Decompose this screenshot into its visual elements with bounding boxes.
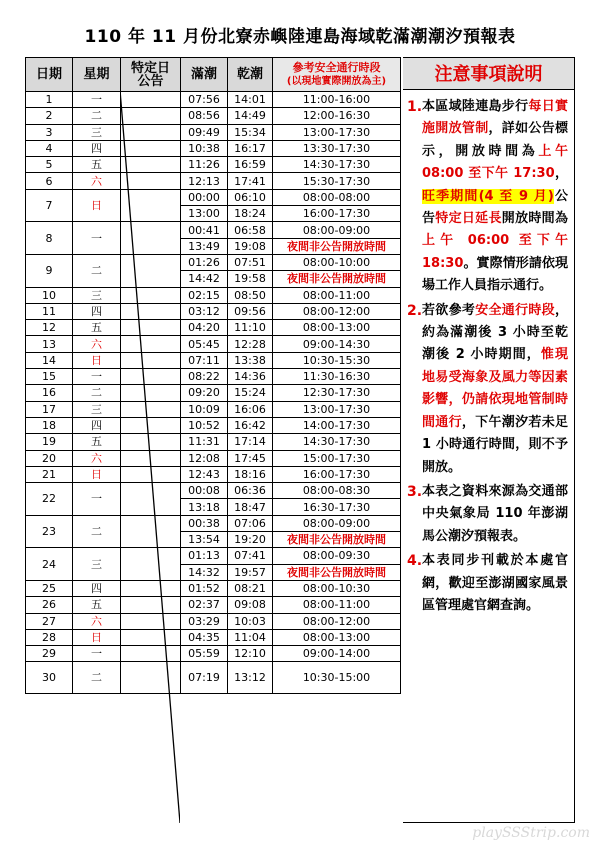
safe-window-cell: 08:00-11:00 [273,597,401,613]
safe-window-cell: 12:30-17:30 [273,385,401,401]
special-date-cell [121,222,181,255]
date-cell: 13 [26,336,73,352]
high-tide-cell: 12:13 [181,173,228,189]
safe-window-cell: 11:00-16:00 [273,92,401,108]
date-cell: 6 [26,173,73,189]
low-tide-cell: 06:58 [228,222,273,238]
high-tide-cell: 05:45 [181,336,228,352]
notice-number: 2. [407,302,423,319]
weekday-cell: 六 [73,613,121,629]
table-row [26,287,401,303]
low-tide-cell: 08:50 [228,287,273,303]
high-tide-cell: 01:52 [181,580,228,596]
low-tide-cell: 16:06 [228,401,273,417]
header-date: 日期 [26,58,73,92]
header-weekday: 星期 [73,58,121,92]
low-tide-cell: 11:10 [228,320,273,336]
weekday-cell: 三 [73,287,121,303]
high-tide-cell: 00:41 [181,222,228,238]
header-high-tide: 滿潮 [181,58,228,92]
safe-window-cell: 12:00-16:30 [273,108,401,124]
low-tide-cell: 16:42 [228,417,273,433]
high-tide-cell: 07:19 [181,662,228,694]
date-cell: 5 [26,157,73,173]
date-cell: 4 [26,140,73,156]
special-date-cell [121,629,181,645]
safe-window-cell: 08:00-10:30 [273,580,401,596]
low-tide-cell: 19:08 [228,238,273,254]
date-cell: 22 [26,483,73,516]
notice-item-3: 3. 本表之資料來源為交通部中央氣象局 110 年澎湖馬公潮汐預報表。 [407,481,568,548]
safe-window-cell: 夜間非公告開放時間 [273,564,401,580]
high-tide-cell: 07:56 [181,92,228,108]
table-row [26,108,401,124]
date-cell: 3 [26,124,73,140]
special-date-cell [121,173,181,189]
table-row [26,369,401,385]
special-date-cell [121,157,181,173]
safe-window-cell: 16:30-17:30 [273,499,401,515]
special-date-cell [121,303,181,319]
weekday-cell: 三 [73,548,121,581]
table-row [26,483,401,499]
special-date-cell [121,92,181,108]
weekday-cell: 二 [73,108,121,124]
special-date-cell [121,336,181,352]
special-date-cell [121,254,181,287]
special-date-cell [121,352,181,368]
high-tide-cell: 09:49 [181,124,228,140]
page-title: 110 年 11 月份北寮赤嶼陸連島海域乾滿潮潮汐預報表 [84,27,516,47]
tide-table-body [26,92,401,694]
notice-item-1: 1. 本區域陸連島步行每日實施開放管制，詳如公告標示，開放時間為上午 08:00 至下午 17:30，旺季期間(4 至 9 月)公告特定日延長開放時間為上午 06:00 至下午 18:30。實際情形請依現場工作人員指示通行。 [407,96,568,298]
low-tide-cell: 19:20 [228,532,273,548]
safe-window-cell: 13:00-17:30 [273,124,401,140]
table-row [26,303,401,319]
notice-item-2: 2. 若欲參考安全通行時段，約為滿潮後 3 小時至乾潮後 2 小時期間，惟現地易受海象及風力等因素影響，仍請依現地管制時間通行，下午潮汐若未足 1 小時通行時間，則不予開放。 [407,300,568,479]
low-tide-cell: 07:51 [228,254,273,270]
weekday-cell: 四 [73,140,121,156]
safe-window-cell: 16:00-17:30 [273,206,401,222]
weekday-cell: 五 [73,434,121,450]
notice-number: 3. [407,483,423,500]
special-date-cell [121,401,181,417]
safe-window-cell: 14:30-17:30 [273,434,401,450]
table-row [26,320,401,336]
weekday-cell: 三 [73,401,121,417]
date-cell: 16 [26,385,73,401]
weekday-cell: 三 [73,124,121,140]
special-date-cell [121,369,181,385]
safe-window-cell: 14:30-17:30 [273,157,401,173]
safe-window-cell: 08:00-09:30 [273,548,401,564]
weekday-cell: 四 [73,417,121,433]
low-tide-cell: 14:49 [228,108,273,124]
notice-item-4: 4. 本表同步刊載於本處官網，歡迎至澎湖國家風景區管理處官網查詢。 [407,550,568,617]
table-row [26,140,401,156]
low-tide-cell: 14:01 [228,92,273,108]
date-cell: 28 [26,629,73,645]
safe-window-cell: 09:00-14:30 [273,336,401,352]
low-tide-cell: 17:41 [228,173,273,189]
special-date-cell [121,613,181,629]
low-tide-cell: 18:47 [228,499,273,515]
special-date-cell [121,662,181,694]
weekday-cell: 一 [73,646,121,662]
low-tide-cell: 13:38 [228,352,273,368]
safe-window-cell: 14:00-17:30 [273,417,401,433]
safe-window-cell: 15:00-17:30 [273,450,401,466]
table-row [26,597,401,613]
high-tide-cell: 09:20 [181,385,228,401]
low-tide-cell: 18:16 [228,466,273,482]
safe-window-cell: 15:30-17:30 [273,173,401,189]
weekday-cell: 五 [73,320,121,336]
date-cell: 30 [26,662,73,694]
weekday-cell: 四 [73,580,121,596]
low-tide-cell: 06:36 [228,483,273,499]
date-cell: 25 [26,580,73,596]
low-tide-cell: 14:36 [228,369,273,385]
date-cell: 18 [26,417,73,433]
watermark: playSSStrip.com [472,825,590,841]
high-tide-cell: 01:13 [181,548,228,564]
safe-window-cell: 08:00-08:30 [273,483,401,499]
table-row [26,450,401,466]
high-tide-cell: 08:56 [181,108,228,124]
high-tide-cell: 14:32 [181,564,228,580]
special-date-cell [121,108,181,124]
table-row [26,336,401,352]
date-cell: 8 [26,222,73,255]
special-date-cell [121,548,181,581]
weekday-cell: 二 [73,385,121,401]
notice-number: 4. [407,553,423,570]
table-row [26,385,401,401]
high-tide-cell: 10:52 [181,417,228,433]
notice-panel [403,90,575,823]
special-date-cell [121,287,181,303]
date-cell: 12 [26,320,73,336]
weekday-cell: 一 [73,483,121,516]
high-tide-cell: 00:38 [181,515,228,531]
low-tide-cell: 16:17 [228,140,273,156]
high-tide-cell: 05:59 [181,646,228,662]
high-tide-cell: 13:00 [181,206,228,222]
notice-number: 1. [407,99,423,115]
weekday-cell: 六 [73,450,121,466]
date-cell: 11 [26,303,73,319]
safe-window-cell: 08:00-09:00 [273,222,401,238]
date-cell: 17 [26,401,73,417]
date-cell: 14 [26,352,73,368]
table-row [26,157,401,173]
low-tide-cell: 17:14 [228,434,273,450]
special-date-cell [121,450,181,466]
low-tide-cell: 16:59 [228,157,273,173]
safe-window-cell: 08:00-12:00 [273,303,401,319]
table-row [26,629,401,645]
high-tide-cell: 00:00 [181,189,228,205]
table-row [26,515,401,531]
table-row [26,92,401,108]
date-cell: 27 [26,613,73,629]
special-date-cell [121,140,181,156]
table-row [26,548,401,564]
special-date-cell [121,466,181,482]
date-cell: 9 [26,254,73,287]
header-special-date: 特定日 公告 [121,58,181,92]
table-row [26,222,401,238]
safe-window-cell: 夜間非公告開放時間 [273,271,401,287]
weekday-cell: 六 [73,336,121,352]
special-date-cell [121,320,181,336]
date-cell: 23 [26,515,73,548]
weekday-cell: 日 [73,352,121,368]
low-tide-cell: 15:34 [228,124,273,140]
date-cell: 1 [26,92,73,108]
low-tide-cell: 07:06 [228,515,273,531]
weekday-cell: 日 [73,629,121,645]
high-tide-cell: 03:12 [181,303,228,319]
date-cell: 15 [26,369,73,385]
table-row [26,189,401,205]
table-row [26,352,401,368]
date-cell: 2 [26,108,73,124]
low-tide-cell: 13:12 [228,662,273,694]
table-row [26,646,401,662]
table-row [26,580,401,596]
table-row [26,417,401,433]
special-date-cell [121,385,181,401]
low-tide-cell: 10:03 [228,613,273,629]
table-row [26,434,401,450]
safe-window-cell: 13:00-17:30 [273,401,401,417]
safe-window-cell: 08:00-12:00 [273,613,401,629]
special-date-cell [121,417,181,433]
date-cell: 24 [26,548,73,581]
high-tide-cell: 10:38 [181,140,228,156]
weekday-cell: 五 [73,597,121,613]
weekday-cell: 二 [73,515,121,548]
safe-window-cell: 08:00-11:00 [273,287,401,303]
high-tide-cell: 13:54 [181,532,228,548]
weekday-cell: 五 [73,157,121,173]
high-tide-cell: 13:49 [181,238,228,254]
low-tide-cell: 06:10 [228,189,273,205]
high-tide-cell: 12:43 [181,466,228,482]
low-tide-cell: 12:10 [228,646,273,662]
table-row [26,254,401,270]
header-low-tide: 乾潮 [228,58,273,92]
high-tide-cell: 10:09 [181,401,228,417]
weekday-cell: 二 [73,662,121,694]
tide-table [25,57,401,694]
safe-window-cell: 夜間非公告開放時間 [273,238,401,254]
weekday-cell: 四 [73,303,121,319]
high-tide-cell: 04:35 [181,629,228,645]
date-cell: 21 [26,466,73,482]
table-row [26,613,401,629]
safe-window-cell: 10:30-15:30 [273,352,401,368]
weekday-cell: 二 [73,254,121,287]
low-tide-cell: 17:45 [228,450,273,466]
date-cell: 26 [26,597,73,613]
table-row [26,401,401,417]
date-cell: 20 [26,450,73,466]
low-tide-cell: 09:56 [228,303,273,319]
safe-window-cell: 16:00-17:30 [273,466,401,482]
date-cell: 10 [26,287,73,303]
special-date-cell [121,124,181,140]
low-tide-cell: 15:24 [228,385,273,401]
high-tide-cell: 11:26 [181,157,228,173]
safe-window-cell: 08:00-09:00 [273,515,401,531]
low-tide-cell: 07:41 [228,548,273,564]
special-date-cell [121,646,181,662]
table-row [26,124,401,140]
safe-window-cell: 夜間非公告開放時間 [273,532,401,548]
weekday-cell: 日 [73,189,121,222]
safe-window-cell: 11:30-16:30 [273,369,401,385]
high-tide-cell: 14:42 [181,271,228,287]
weekday-cell: 六 [73,173,121,189]
high-tide-cell: 03:29 [181,613,228,629]
special-date-cell [121,483,181,516]
safe-window-cell: 08:00-10:00 [273,254,401,270]
low-tide-cell: 19:58 [228,271,273,287]
high-tide-cell: 08:22 [181,369,228,385]
safe-window-cell: 13:30-17:30 [273,140,401,156]
date-cell: 29 [26,646,73,662]
high-tide-cell: 11:31 [181,434,228,450]
high-tide-cell: 02:15 [181,287,228,303]
high-tide-cell: 12:08 [181,450,228,466]
weekday-cell: 一 [73,92,121,108]
high-tide-cell: 00:08 [181,483,228,499]
safe-window-cell: 08:00-13:00 [273,320,401,336]
special-date-cell [121,434,181,450]
weekday-cell: 日 [73,466,121,482]
high-tide-cell: 04:20 [181,320,228,336]
high-tide-cell: 13:18 [181,499,228,515]
header-safe-window: 參考安全通行時段 (以現地實際開放為主) [273,58,401,92]
special-date-cell [121,597,181,613]
date-cell: 19 [26,434,73,450]
special-date-cell [121,580,181,596]
table-row [26,173,401,189]
notice-heading: 注意事項說明 [403,57,575,90]
weekday-cell: 一 [73,222,121,255]
table-header-row [26,58,401,92]
low-tide-cell: 18:24 [228,206,273,222]
safe-window-cell: 10:30-15:00 [273,662,401,694]
low-tide-cell: 19:57 [228,564,273,580]
low-tide-cell: 11:04 [228,629,273,645]
special-date-cell [121,189,181,222]
low-tide-cell: 08:21 [228,580,273,596]
low-tide-cell: 09:08 [228,597,273,613]
safe-window-cell: 08:00-13:00 [273,629,401,645]
weekday-cell: 一 [73,369,121,385]
high-tide-cell: 01:26 [181,254,228,270]
safe-window-cell: 08:00-08:00 [273,189,401,205]
table-row [26,466,401,482]
special-date-cell [121,515,181,548]
high-tide-cell: 07:11 [181,352,228,368]
low-tide-cell: 12:28 [228,336,273,352]
high-tide-cell: 02:37 [181,597,228,613]
safe-window-cell: 09:00-14:00 [273,646,401,662]
date-cell: 7 [26,189,73,222]
table-row [26,662,401,694]
